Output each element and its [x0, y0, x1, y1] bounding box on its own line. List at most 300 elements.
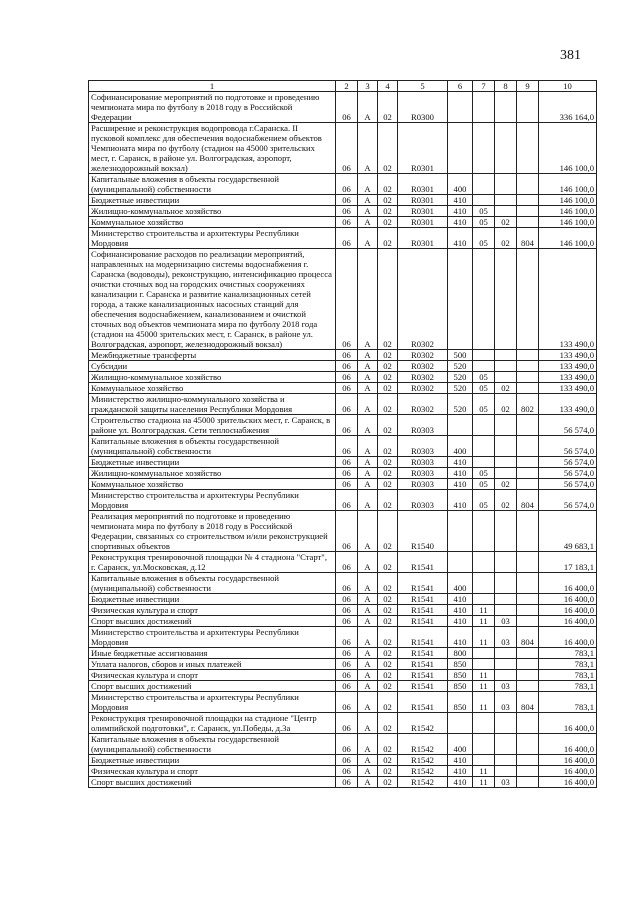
subsection-code	[495, 755, 517, 766]
subsection-code	[495, 670, 517, 681]
amount: 783,1	[539, 670, 597, 681]
table-row	[89, 361, 597, 372]
table-row	[89, 766, 597, 777]
section-code	[473, 573, 495, 594]
code-col-2: 06	[336, 457, 358, 468]
code-col-4: 02	[378, 123, 398, 174]
section-code: 11	[473, 777, 495, 788]
table-row	[89, 713, 597, 734]
expense-type-code: 520	[448, 372, 473, 383]
expense-type-code: 500	[448, 350, 473, 361]
target-article-code: R0301	[398, 217, 448, 228]
ministry-code	[517, 594, 539, 605]
table-row	[89, 228, 597, 249]
amount: 133 490,0	[539, 383, 597, 394]
table-row	[89, 777, 597, 788]
subsection-code	[495, 605, 517, 616]
section-code: 05	[473, 468, 495, 479]
table-row	[89, 659, 597, 670]
table-row	[89, 511, 597, 552]
table-row	[89, 249, 597, 350]
code-col-3: А	[358, 648, 378, 659]
code-col-4: 02	[378, 174, 398, 195]
expense-type-code: 400	[448, 573, 473, 594]
code-col-2: 06	[336, 713, 358, 734]
row-description: Коммунальное хозяйство	[89, 217, 336, 228]
target-article-code: R0300	[398, 92, 448, 123]
section-code: 11	[473, 616, 495, 627]
code-col-4: 02	[378, 394, 398, 415]
table-row	[89, 195, 597, 206]
table-row	[89, 217, 597, 228]
ministry-code	[517, 217, 539, 228]
row-description: Расширение и реконструкция водопровода г.Саранска. II пусковой комплекс для обеспечения водоснабжением объектов Чемпионата мира по футболу (стадион на 45000 зрительских мест, г. Саранск, в районе ул. Волгоградская, аэропорт, железнодорожный вокзал)	[89, 123, 336, 174]
amount: 336 164,0	[539, 92, 597, 123]
column-header: 4	[378, 81, 398, 92]
code-col-4: 02	[378, 206, 398, 217]
expense-type-code	[448, 123, 473, 174]
amount: 16 400,0	[539, 734, 597, 755]
expense-type-code: 410	[448, 228, 473, 249]
section-code	[473, 659, 495, 670]
table-row	[89, 605, 597, 616]
section-code: 11	[473, 766, 495, 777]
amount: 56 574,0	[539, 415, 597, 436]
ministry-code	[517, 372, 539, 383]
section-code: 05	[473, 217, 495, 228]
ministry-code: 804	[517, 627, 539, 648]
target-article-code: R0302	[398, 394, 448, 415]
target-article-code: R0301	[398, 123, 448, 174]
code-col-3: А	[358, 692, 378, 713]
code-col-4: 02	[378, 249, 398, 350]
amount: 16 400,0	[539, 627, 597, 648]
row-description: Жилищно-коммунальное хозяйство	[89, 468, 336, 479]
subsection-code	[495, 350, 517, 361]
table-row	[89, 648, 597, 659]
target-article-code: R0302	[398, 383, 448, 394]
column-header: 6	[448, 81, 473, 92]
ministry-code	[517, 350, 539, 361]
code-col-2: 06	[336, 479, 358, 490]
row-description: Бюджетные инвестиции	[89, 755, 336, 766]
section-code: 11	[473, 692, 495, 713]
code-col-4: 02	[378, 766, 398, 777]
expense-type-code	[448, 552, 473, 573]
table-header	[89, 81, 597, 92]
table-row	[89, 92, 597, 123]
row-description: Министерство строительства и архитектуры Республики Мордовия	[89, 490, 336, 511]
target-article-code: R0301	[398, 228, 448, 249]
subsection-code	[495, 766, 517, 777]
code-col-2: 06	[336, 552, 358, 573]
ministry-code: 804	[517, 228, 539, 249]
code-col-2: 06	[336, 206, 358, 217]
code-col-2: 06	[336, 249, 358, 350]
target-article-code: R1541	[398, 681, 448, 692]
code-col-3: А	[358, 490, 378, 511]
target-article-code: R0303	[398, 436, 448, 457]
code-col-3: А	[358, 479, 378, 490]
code-col-4: 02	[378, 468, 398, 479]
subsection-code	[495, 174, 517, 195]
code-col-2: 06	[336, 659, 358, 670]
code-col-4: 02	[378, 713, 398, 734]
row-description: Спорт высших достижений	[89, 681, 336, 692]
column-header: 1	[89, 81, 336, 92]
amount: 16 400,0	[539, 755, 597, 766]
subsection-code	[495, 361, 517, 372]
row-description: Коммунальное хозяйство	[89, 479, 336, 490]
section-code	[473, 755, 495, 766]
table-row	[89, 670, 597, 681]
row-description: Реконструкция тренировочной площадки на стадионе "Центр олимпийской подготовки", г. Саранск, ул.Победы, д.3а	[89, 713, 336, 734]
amount: 16 400,0	[539, 594, 597, 605]
section-code: 11	[473, 605, 495, 616]
row-description: Бюджетные инвестиции	[89, 457, 336, 468]
section-code	[473, 350, 495, 361]
amount: 783,1	[539, 648, 597, 659]
code-col-4: 02	[378, 552, 398, 573]
code-col-4: 02	[378, 479, 398, 490]
code-col-2: 06	[336, 361, 358, 372]
code-col-4: 02	[378, 681, 398, 692]
code-col-3: А	[358, 123, 378, 174]
code-col-4: 02	[378, 670, 398, 681]
subsection-code	[495, 457, 517, 468]
code-col-2: 06	[336, 616, 358, 627]
row-description: Жилищно-коммунальное хозяйство	[89, 206, 336, 217]
amount: 56 574,0	[539, 468, 597, 479]
amount: 16 400,0	[539, 713, 597, 734]
section-code	[473, 415, 495, 436]
amount: 783,1	[539, 681, 597, 692]
row-description: Капитальные вложения в объекты государственной (муниципальной) собственности	[89, 436, 336, 457]
amount: 146 100,0	[539, 195, 597, 206]
ministry-code	[517, 383, 539, 394]
table-row	[89, 681, 597, 692]
expense-type-code: 400	[448, 734, 473, 755]
target-article-code: R0303	[398, 468, 448, 479]
expense-type-code: 410	[448, 457, 473, 468]
expense-type-code	[448, 92, 473, 123]
expense-type-code: 850	[448, 681, 473, 692]
code-col-4: 02	[378, 755, 398, 766]
amount: 56 574,0	[539, 490, 597, 511]
table-row	[89, 415, 597, 436]
amount: 783,1	[539, 692, 597, 713]
section-code: 11	[473, 681, 495, 692]
section-code	[473, 361, 495, 372]
code-col-4: 02	[378, 372, 398, 383]
row-description: Министерство строительства и архитектуры Республики Мордовия	[89, 692, 336, 713]
ministry-code	[517, 766, 539, 777]
ministry-code: 802	[517, 394, 539, 415]
subsection-code	[495, 552, 517, 573]
section-code	[473, 436, 495, 457]
row-description: Капитальные вложения в объекты государственной (муниципальной) собственности	[89, 174, 336, 195]
code-col-2: 06	[336, 92, 358, 123]
code-col-3: А	[358, 681, 378, 692]
row-description: Софинансирование расходов по реализации мероприятий, направленных на модернизацию системы водоснабжения г. Саранска (водоводы), реконструкцию, интенсификацию процесса очистки сточных вод на городских очистных сооружениях канализации г. Саранска и развитие канализационных сетей города, а также канализационных насосных станций для обеспечения водоснабжением, канализованием и очисткой сточных вод объектов чемпионата мира по футболу 2018 года (стадион на 45000 зрительских мест, г. Саранск, в районе ул. Волгоградская, аэропорт, железнодорожный вокзал)	[89, 249, 336, 350]
code-col-3: А	[358, 594, 378, 605]
section-code: 05	[473, 383, 495, 394]
amount: 56 574,0	[539, 457, 597, 468]
table-row	[89, 627, 597, 648]
amount: 56 574,0	[539, 479, 597, 490]
code-col-4: 02	[378, 692, 398, 713]
target-article-code: R0303	[398, 415, 448, 436]
code-col-2: 06	[336, 692, 358, 713]
expense-type-code: 410	[448, 206, 473, 217]
code-col-3: А	[358, 734, 378, 755]
subsection-code	[495, 415, 517, 436]
code-col-3: А	[358, 713, 378, 734]
subsection-code	[495, 92, 517, 123]
row-description: Жилищно-коммунальное хозяйство	[89, 372, 336, 383]
expense-type-code: 410	[448, 755, 473, 766]
code-col-3: А	[358, 372, 378, 383]
amount: 56 574,0	[539, 436, 597, 457]
table-row	[89, 616, 597, 627]
expense-type-code: 410	[448, 195, 473, 206]
subsection-code: 03	[495, 777, 517, 788]
ministry-code	[517, 681, 539, 692]
expense-type-code: 410	[448, 627, 473, 648]
subsection-code	[495, 659, 517, 670]
target-article-code: R0302	[398, 372, 448, 383]
section-code	[473, 195, 495, 206]
ministry-code	[517, 436, 539, 457]
code-col-3: А	[358, 195, 378, 206]
target-article-code: R1541	[398, 616, 448, 627]
code-col-4: 02	[378, 734, 398, 755]
amount: 133 490,0	[539, 372, 597, 383]
code-col-3: А	[358, 228, 378, 249]
row-description: Министерство жилищно-коммунального хозяйства и гражданской защиты населения Республики Мордовия	[89, 394, 336, 415]
expense-type-code: 410	[448, 217, 473, 228]
code-col-4: 02	[378, 361, 398, 372]
subsection-code: 02	[495, 383, 517, 394]
table-row	[89, 174, 597, 195]
ministry-code	[517, 734, 539, 755]
ministry-code	[517, 123, 539, 174]
code-col-2: 06	[336, 217, 358, 228]
row-description: Министерство строительства и архитектуры Республики Мордовия	[89, 228, 336, 249]
expense-type-code	[448, 511, 473, 552]
section-code	[473, 552, 495, 573]
target-article-code: R0301	[398, 195, 448, 206]
section-code: 05	[473, 479, 495, 490]
code-col-2: 06	[336, 228, 358, 249]
section-code: 05	[473, 394, 495, 415]
section-code: 11	[473, 627, 495, 648]
code-col-2: 06	[336, 468, 358, 479]
table-row	[89, 479, 597, 490]
code-col-3: А	[358, 394, 378, 415]
section-code: 11	[473, 670, 495, 681]
section-code: 05	[473, 206, 495, 217]
table-row	[89, 394, 597, 415]
expense-type-code: 400	[448, 436, 473, 457]
code-col-3: А	[358, 350, 378, 361]
row-description: Физическая культура и спорт	[89, 766, 336, 777]
table-row	[89, 734, 597, 755]
subsection-code	[495, 436, 517, 457]
code-col-2: 06	[336, 605, 358, 616]
row-description: Коммунальное хозяйство	[89, 383, 336, 394]
column-header: 10	[539, 81, 597, 92]
table-row	[89, 594, 597, 605]
subsection-code	[495, 713, 517, 734]
table-row	[89, 468, 597, 479]
expense-type-code: 850	[448, 692, 473, 713]
target-article-code: R1541	[398, 648, 448, 659]
code-col-4: 02	[378, 92, 398, 123]
column-header: 5	[398, 81, 448, 92]
section-code	[473, 511, 495, 552]
amount: 133 490,0	[539, 249, 597, 350]
page-number: 381	[560, 48, 581, 63]
row-description: Иные бюджетные ассигнования	[89, 648, 336, 659]
target-article-code: R1542	[398, 766, 448, 777]
section-code	[473, 594, 495, 605]
amount: 146 100,0	[539, 217, 597, 228]
budget-table	[88, 80, 597, 788]
code-col-2: 06	[336, 573, 358, 594]
expense-type-code: 410	[448, 605, 473, 616]
ministry-code	[517, 616, 539, 627]
target-article-code: R1541	[398, 594, 448, 605]
code-col-4: 02	[378, 415, 398, 436]
amount: 783,1	[539, 659, 597, 670]
subsection-code: 03	[495, 627, 517, 648]
amount: 133 490,0	[539, 350, 597, 361]
code-col-2: 06	[336, 648, 358, 659]
code-col-3: А	[358, 92, 378, 123]
amount: 146 100,0	[539, 123, 597, 174]
target-article-code: R1540	[398, 511, 448, 552]
code-col-2: 06	[336, 734, 358, 755]
amount: 16 400,0	[539, 777, 597, 788]
subsection-code	[495, 594, 517, 605]
code-col-4: 02	[378, 511, 398, 552]
code-col-3: А	[358, 573, 378, 594]
expense-type-code	[448, 249, 473, 350]
target-article-code: R0301	[398, 174, 448, 195]
row-description: Бюджетные инвестиции	[89, 195, 336, 206]
expense-type-code: 410	[448, 766, 473, 777]
ministry-code	[517, 573, 539, 594]
table-row	[89, 755, 597, 766]
code-col-4: 02	[378, 217, 398, 228]
subsection-code: 02	[495, 490, 517, 511]
row-description: Капитальные вложения в объекты государственной (муниципальной) собственности	[89, 734, 336, 755]
subsection-code: 03	[495, 681, 517, 692]
target-article-code: R1542	[398, 777, 448, 788]
code-col-4: 02	[378, 605, 398, 616]
code-col-2: 06	[336, 394, 358, 415]
ministry-code	[517, 552, 539, 573]
subsection-code	[495, 648, 517, 659]
code-col-3: А	[358, 552, 378, 573]
code-col-3: А	[358, 457, 378, 468]
code-col-2: 06	[336, 594, 358, 605]
section-code	[473, 457, 495, 468]
target-article-code: R0303	[398, 490, 448, 511]
ministry-code	[517, 206, 539, 217]
expense-type-code: 850	[448, 670, 473, 681]
code-col-2: 06	[336, 511, 358, 552]
code-col-4: 02	[378, 457, 398, 468]
code-col-4: 02	[378, 573, 398, 594]
ministry-code	[517, 511, 539, 552]
subsection-code	[495, 195, 517, 206]
target-article-code: R0302	[398, 350, 448, 361]
row-description: Софинансирование мероприятий по подготовке и проведению чемпионата мира по футболу в 2018 году в Российской Федерации	[89, 92, 336, 123]
ministry-code	[517, 479, 539, 490]
target-article-code: R1541	[398, 670, 448, 681]
row-description: Спорт высших достижений	[89, 616, 336, 627]
target-article-code: R1542	[398, 755, 448, 766]
code-col-4: 02	[378, 490, 398, 511]
code-col-4: 02	[378, 383, 398, 394]
amount: 133 490,0	[539, 394, 597, 415]
target-article-code: R0303	[398, 479, 448, 490]
code-col-3: А	[358, 659, 378, 670]
ministry-code: 804	[517, 490, 539, 511]
ministry-code	[517, 415, 539, 436]
expense-type-code: 800	[448, 648, 473, 659]
amount: 16 400,0	[539, 766, 597, 777]
expense-type-code: 520	[448, 383, 473, 394]
amount: 133 490,0	[539, 361, 597, 372]
amount: 16 400,0	[539, 573, 597, 594]
ministry-code	[517, 670, 539, 681]
section-code: 05	[473, 228, 495, 249]
target-article-code: R0301	[398, 206, 448, 217]
code-col-3: А	[358, 670, 378, 681]
code-col-2: 06	[336, 372, 358, 383]
code-col-2: 06	[336, 436, 358, 457]
row-description: Субсидии	[89, 361, 336, 372]
code-col-3: А	[358, 174, 378, 195]
code-col-4: 02	[378, 436, 398, 457]
ministry-code	[517, 92, 539, 123]
target-article-code: R1541	[398, 605, 448, 616]
ministry-code	[517, 457, 539, 468]
subsection-code: 03	[495, 692, 517, 713]
code-col-3: А	[358, 627, 378, 648]
target-article-code: R1542	[398, 734, 448, 755]
ministry-code	[517, 468, 539, 479]
section-code	[473, 734, 495, 755]
subsection-code	[495, 468, 517, 479]
subsection-code: 03	[495, 616, 517, 627]
subsection-code	[495, 734, 517, 755]
code-col-3: А	[358, 605, 378, 616]
expense-type-code	[448, 415, 473, 436]
subsection-code	[495, 573, 517, 594]
code-col-3: А	[358, 511, 378, 552]
column-header: 2	[336, 81, 358, 92]
table-row	[89, 573, 597, 594]
row-description: Реконструкция тренировочной площадки № 4 стадиона "Старт", г. Саранск, ул.Московская, д.12	[89, 552, 336, 573]
subsection-code: 02	[495, 394, 517, 415]
column-header: 9	[517, 81, 539, 92]
expense-type-code: 410	[448, 468, 473, 479]
section-code	[473, 713, 495, 734]
